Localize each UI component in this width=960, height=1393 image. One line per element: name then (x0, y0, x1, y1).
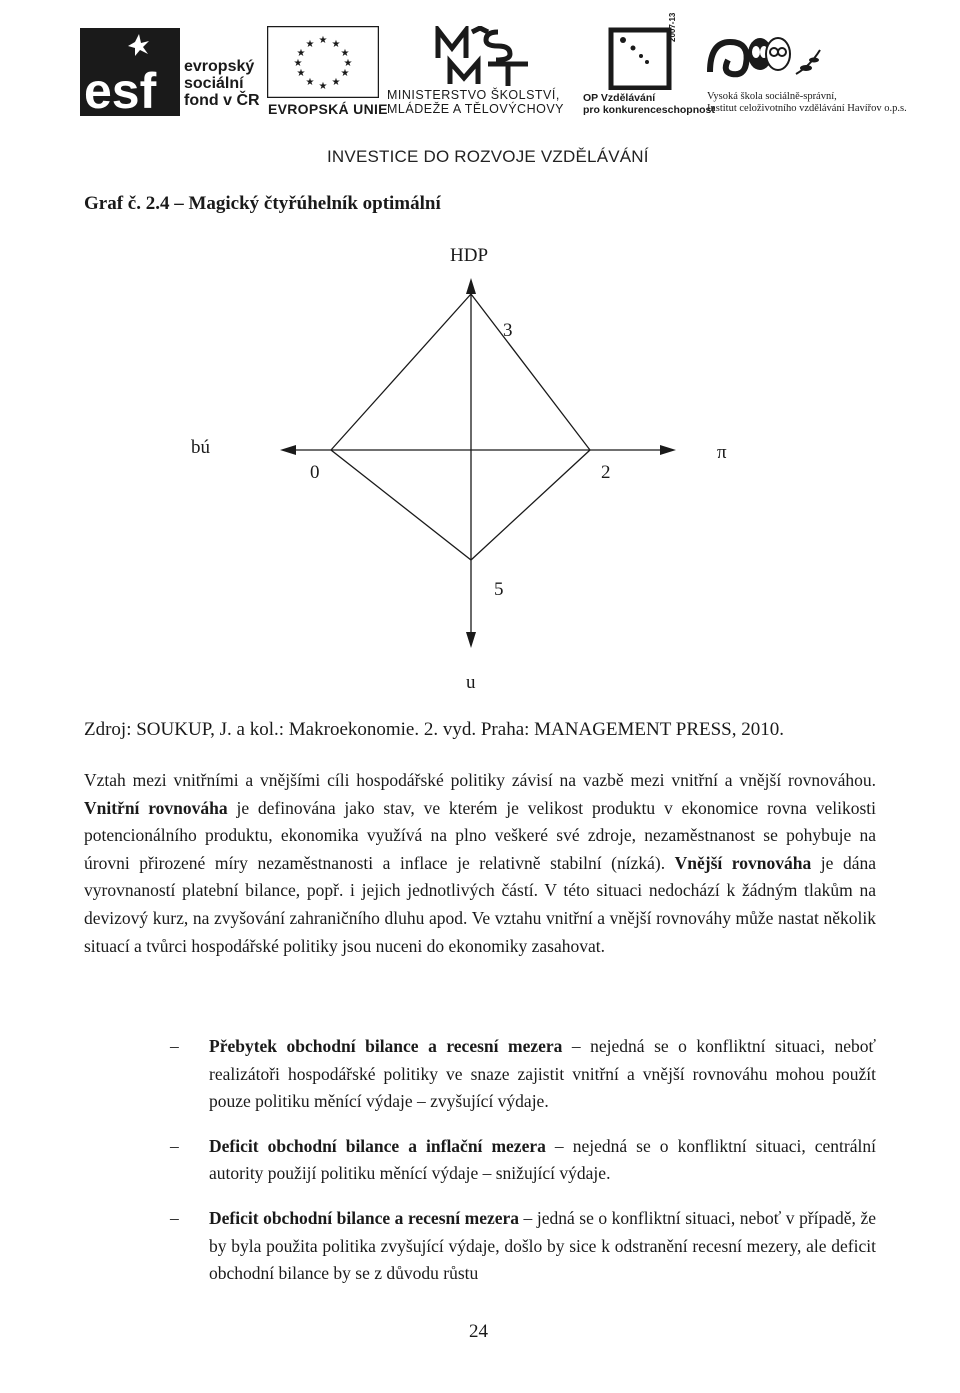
vertex-label-top: 3 (503, 320, 513, 341)
dash-bullet: – (170, 1135, 179, 1156)
vertex-label-bottom: 5 (494, 579, 504, 600)
axis-label-bottom: u (466, 672, 476, 693)
svg-text:★: ★ (305, 77, 315, 88)
svg-text:★: ★ (331, 77, 341, 88)
esf-caption: evropský sociální fond v ČR (184, 58, 260, 109)
vertex-label-right: 2 (601, 462, 611, 483)
list-item: – Přebytek obchodní bilance a recesní mezera – nejedná se o konfliktní situaci, neboť realizátoři hospodářské politiky ve snaze zajistit vnitřní a vnější rovnováhu mohou použít pouze politiku měnící výdaje – zvyšující výdaje. (170, 1033, 876, 1116)
dash-bullet: – (170, 1036, 179, 1056)
svg-text:★: ★ (343, 58, 353, 69)
list-item: – Deficit obchodní bilance a recesní mezera – jedná se o konfliktní situaci, neboť v případě, že by byla použita politika zvyšující výdaje, došlo by sice k odstranění recesní mezery, ale deficit obchodní bilance by se z důvodu růstu (170, 1205, 876, 1288)
svg-text:★: ★ (340, 68, 350, 79)
svg-text:★: ★ (305, 39, 315, 50)
axis-label-left: bú (191, 437, 210, 458)
list-item: – Deficit obchodní bilance a inflační mezera – nejedná se o konfliktní situaci, centrální autority použijí politiku měnící výdaje – snižující výdaje. (170, 1133, 876, 1188)
svg-text:★: ★ (318, 35, 328, 46)
school-caption: Vysoká škola sociálně-správní, Institut celoživotního vzdělávání Havířov o.p.s. (707, 91, 907, 114)
svg-text:★: ★ (293, 58, 303, 69)
figure-title: Graf č. 2.4 – Magický čtyřúhelník optimální (84, 193, 441, 214)
arrow-right-icon (660, 445, 676, 455)
dash-bullet: – (170, 1207, 179, 1228)
svg-text:★: ★ (331, 39, 341, 50)
op-caption: OP Vzdělávání pro konkurenceschopnost (583, 92, 715, 116)
term-internal-balance: Vnitřní rovnováha (84, 797, 228, 818)
esf-mark: esf (84, 63, 157, 116)
situation-list (170, 1033, 876, 1305)
arrow-left-icon (280, 445, 296, 455)
axis-label-right: π (717, 442, 727, 463)
svg-text:★: ★ (340, 48, 350, 59)
svg-text:★: ★ (296, 48, 306, 59)
axis-label-top: HDP (450, 245, 489, 266)
svg-text:★: ★ (318, 81, 328, 92)
term-external-balance: Vnější rovnováha (674, 852, 812, 873)
arrow-down-icon (466, 632, 476, 648)
op-side-label: 2007-13 (668, 12, 677, 42)
svg-text:★: ★ (296, 68, 306, 79)
page-number: 24 (469, 1321, 488, 1342)
figure-source: Zdroj: SOUKUP, J. a kol.: Makroekonomie. 2. vyd. Praha: MANAGEMENT PRESS, 2010. (84, 719, 785, 740)
optimal-quadrilateral (331, 294, 590, 560)
program-tagline: INVESTICE DO ROZVOJE VZDĚLÁVÁNÍ (327, 147, 649, 166)
body-paragraph: Vztah mezi vnitřními a vnějšími cíli hospodářské politiky závisí na vazbě mezi vnitřní a vnější rovnováhou. Vnitřní rovnováha je definována jako stav, ve kterém je velikost produktu v ekonomice rovna velikosti potencionálního produktu, ekonomika využívá na plno veškeré své zdroje, nezaměstnanost se pohybuje na úrovni přirozené míry nezaměstnanosti a inflace je relativně stabilní (nízká). Vnější rovnováha je dána vyrovnaností platební bilance, popř. i jejich jednotlivých částí. V této situaci nedochází k žádným tlakům na devizový kurz, na zvyšování zahraničního dluhu apod. Ve vztahu vnitřní a vnější rovnováhy může nastat několik situací a tvůrci hospodářské politiky jsou nuceni do ekonomiky zasahovat. (84, 770, 877, 956)
arrow-up-icon (466, 278, 476, 294)
eu-label: EVROPSKÁ UNIE (268, 101, 388, 117)
vertex-label-left: 0 (310, 462, 320, 483)
msmt-caption: MINISTERSTVO ŠKOLSTVÍ, MLÁDEŽE A TĚLOVÝCHOVY (387, 88, 564, 116)
